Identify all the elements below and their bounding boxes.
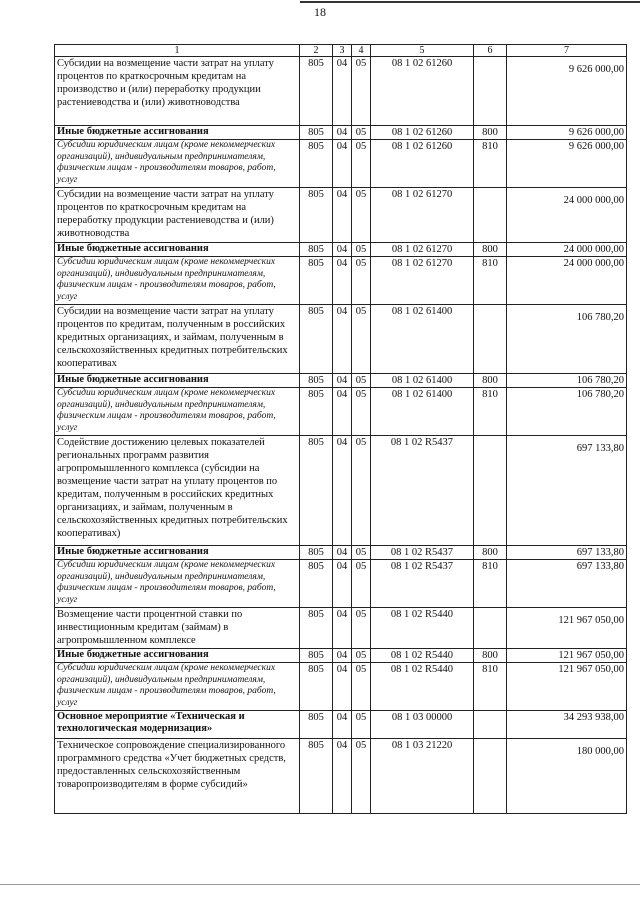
row-cell-c7: 24 000 000,00 xyxy=(507,188,627,243)
row-cell-c5: 08 1 02 61270 xyxy=(371,243,474,257)
row-cell-c7: 24 000 000,00 xyxy=(507,243,627,257)
column-header: 6 xyxy=(474,45,507,57)
table-row xyxy=(55,739,627,814)
row-cell-c7: 180 000,00 xyxy=(507,739,627,814)
row-cell-c2: 805 xyxy=(300,608,333,649)
row-cell-c7: 697 133,80 xyxy=(507,560,627,608)
row-cell-c4: 05 xyxy=(352,374,371,388)
table-row xyxy=(55,243,627,257)
row-cell-c4: 05 xyxy=(352,243,371,257)
row-cell-c5: 08 1 02 61270 xyxy=(371,188,474,243)
row-cell-c7: 34 293 938,00 xyxy=(507,711,627,739)
table-row xyxy=(55,663,627,711)
row-cell-c5: 08 1 03 00000 xyxy=(371,711,474,739)
row-cell-c5: 08 1 02 R5437 xyxy=(371,436,474,546)
row-cell-c6: 810 xyxy=(474,388,507,436)
table-row xyxy=(55,188,627,243)
table-row xyxy=(55,305,627,374)
row-cell-c7: 121 967 050,00 xyxy=(507,649,627,663)
row-cell-c4: 05 xyxy=(352,739,371,814)
row-cell-c2: 805 xyxy=(300,711,333,739)
row-name: Иные бюджетные ассигнования xyxy=(55,546,300,560)
row-cell-c3: 04 xyxy=(333,305,352,374)
row-cell-c6 xyxy=(474,711,507,739)
column-header: 4 xyxy=(352,45,371,57)
row-cell-c5: 08 1 02 61400 xyxy=(371,305,474,374)
row-cell-c6: 810 xyxy=(474,663,507,711)
row-cell-c4: 05 xyxy=(352,546,371,560)
table-row xyxy=(55,711,627,739)
row-name: Субсидии юридическим лицам (кроме некоммерческих организаций), индивидуальным предпринимателям, физическим лицам - производителям товаров, работ, услуг xyxy=(55,663,300,711)
row-cell-c5: 08 1 02 61400 xyxy=(371,374,474,388)
row-cell-c6: 800 xyxy=(474,546,507,560)
page-number: 18 xyxy=(314,5,326,19)
row-cell-c4: 05 xyxy=(352,305,371,374)
row-cell-c2: 805 xyxy=(300,188,333,243)
table-row xyxy=(55,560,627,608)
row-cell-c5: 08 1 02 61260 xyxy=(371,57,474,126)
row-name: Иные бюджетные ассигнования xyxy=(55,243,300,257)
top-rule xyxy=(300,1,640,3)
row-cell-c5: 08 1 02 R5437 xyxy=(371,546,474,560)
table-header-row xyxy=(55,45,627,57)
row-cell-c5: 08 1 02 61260 xyxy=(371,140,474,188)
row-cell-c7: 9 626 000,00 xyxy=(507,57,627,126)
row-cell-c6: 810 xyxy=(474,140,507,188)
bottom-rule xyxy=(0,884,640,885)
row-cell-c3: 04 xyxy=(333,739,352,814)
row-cell-c7: 9 626 000,00 xyxy=(507,126,627,140)
row-cell-c5: 08 1 02 61270 xyxy=(371,257,474,305)
table-row xyxy=(55,608,627,649)
row-cell-c4: 05 xyxy=(352,388,371,436)
row-cell-c4: 05 xyxy=(352,126,371,140)
row-name: Субсидии юридическим лицам (кроме некоммерческих организаций), индивидуальным предпринимателям, физическим лицам - производителям товаров, работ, услуг xyxy=(55,140,300,188)
table-row xyxy=(55,57,627,126)
row-cell-c5: 08 1 02 R5440 xyxy=(371,608,474,649)
row-cell-c6 xyxy=(474,305,507,374)
row-name: Содействие достижению целевых показателей региональных программ развития агропромышленного комплекса (субсидии на возмещение части затрат на уплату процентов по кредитам, полученным в российских кредитных организациях, и займам, полученным в сельскохозяйственных кредитных потребительских кооперативах) xyxy=(55,436,300,546)
row-cell-c2: 805 xyxy=(300,560,333,608)
row-cell-c6 xyxy=(474,57,507,126)
table-row xyxy=(55,374,627,388)
row-cell-c3: 04 xyxy=(333,560,352,608)
row-name: Возмещение части процентной ставки по инвестиционным кредитам (займам) в агропромышленном комплексе xyxy=(55,608,300,649)
row-cell-c5: 08 1 02 61260 xyxy=(371,126,474,140)
row-name: Субсидии на возмещение части затрат на уплату процентов по кредитам, полученным в российских кредитных организациях, и займам, полученным в сельскохозяйственных кредитных потребительских кооперативах xyxy=(55,305,300,374)
row-name: Субсидии юридическим лицам (кроме некоммерческих организаций), индивидуальным предпринимателям, физическим лицам - производителям товаров, работ, услуг xyxy=(55,560,300,608)
row-cell-c5: 08 1 03 21220 xyxy=(371,739,474,814)
table-row xyxy=(55,257,627,305)
row-cell-c2: 805 xyxy=(300,257,333,305)
row-cell-c6: 800 xyxy=(474,126,507,140)
row-cell-c2: 805 xyxy=(300,436,333,546)
row-name: Субсидии юридическим лицам (кроме некоммерческих организаций), индивидуальным предпринимателям, физическим лицам - производителям товаров, работ, услуг xyxy=(55,257,300,305)
budget-table xyxy=(54,44,627,814)
row-cell-c7: 106 780,20 xyxy=(507,388,627,436)
row-cell-c7: 9 626 000,00 xyxy=(507,140,627,188)
row-cell-c4: 05 xyxy=(352,608,371,649)
row-cell-c3: 04 xyxy=(333,436,352,546)
column-header: 5 xyxy=(371,45,474,57)
row-name: Основное мероприятие «Техническая и технологическая модернизация» xyxy=(55,711,300,739)
row-cell-c4: 05 xyxy=(352,436,371,546)
row-cell-c2: 805 xyxy=(300,739,333,814)
row-cell-c3: 04 xyxy=(333,188,352,243)
row-name: Иные бюджетные ассигнования xyxy=(55,374,300,388)
row-cell-c3: 04 xyxy=(333,374,352,388)
row-cell-c3: 04 xyxy=(333,608,352,649)
row-cell-c3: 04 xyxy=(333,243,352,257)
row-name: Иные бюджетные ассигнования xyxy=(55,126,300,140)
row-cell-c2: 805 xyxy=(300,649,333,663)
row-cell-c3: 04 xyxy=(333,663,352,711)
row-cell-c3: 04 xyxy=(333,126,352,140)
column-header: 2 xyxy=(300,45,333,57)
row-cell-c6 xyxy=(474,739,507,814)
row-name: Техническое сопровождение специализированного программного средства «Учет бюджетных средств, предоставленных сельскохозяйственным товаропроизводителям в форме субсидий» xyxy=(55,739,300,814)
column-header: 1 xyxy=(55,45,300,57)
table-row xyxy=(55,436,627,546)
row-cell-c3: 04 xyxy=(333,649,352,663)
table-row xyxy=(55,649,627,663)
row-cell-c5: 08 1 02 R5437 xyxy=(371,560,474,608)
row-cell-c3: 04 xyxy=(333,257,352,305)
row-cell-c5: 08 1 02 R5440 xyxy=(371,649,474,663)
row-cell-c2: 805 xyxy=(300,663,333,711)
row-cell-c6: 810 xyxy=(474,257,507,305)
row-cell-c2: 805 xyxy=(300,374,333,388)
row-cell-c2: 805 xyxy=(300,305,333,374)
row-cell-c4: 05 xyxy=(352,140,371,188)
row-name: Субсидии на возмещение части затрат на уплату процентов по краткосрочным кредитам на переработку продукции растениеводства и (или) животноводства xyxy=(55,188,300,243)
table-row xyxy=(55,140,627,188)
row-cell-c4: 05 xyxy=(352,57,371,126)
row-cell-c4: 05 xyxy=(352,188,371,243)
row-cell-c2: 805 xyxy=(300,243,333,257)
row-cell-c6: 800 xyxy=(474,243,507,257)
row-cell-c2: 805 xyxy=(300,388,333,436)
row-cell-c7: 24 000 000,00 xyxy=(507,257,627,305)
column-header: 3 xyxy=(333,45,352,57)
row-name: Субсидии на возмещение части затрат на уплату процентов по краткосрочным кредитам на производство и (или) переработку продукции растениеводства и (или) животноводства xyxy=(55,57,300,126)
row-cell-c2: 805 xyxy=(300,140,333,188)
row-cell-c4: 05 xyxy=(352,711,371,739)
row-cell-c4: 05 xyxy=(352,560,371,608)
row-cell-c4: 05 xyxy=(352,257,371,305)
row-cell-c4: 05 xyxy=(352,663,371,711)
row-cell-c5: 08 1 02 61400 xyxy=(371,388,474,436)
row-cell-c2: 805 xyxy=(300,126,333,140)
row-cell-c6 xyxy=(474,436,507,546)
row-cell-c3: 04 xyxy=(333,140,352,188)
row-name: Иные бюджетные ассигнования xyxy=(55,649,300,663)
row-cell-c3: 04 xyxy=(333,711,352,739)
row-cell-c3: 04 xyxy=(333,546,352,560)
column-header: 7 xyxy=(507,45,627,57)
table-row xyxy=(55,126,627,140)
table-row xyxy=(55,388,627,436)
row-cell-c2: 805 xyxy=(300,57,333,126)
row-cell-c7: 697 133,80 xyxy=(507,436,627,546)
row-cell-c7: 106 780,20 xyxy=(507,374,627,388)
row-cell-c3: 04 xyxy=(333,388,352,436)
row-cell-c7: 121 967 050,00 xyxy=(507,608,627,649)
row-cell-c6 xyxy=(474,188,507,243)
row-cell-c6 xyxy=(474,608,507,649)
row-cell-c7: 121 967 050,00 xyxy=(507,663,627,711)
row-name: Субсидии юридическим лицам (кроме некоммерческих организаций), индивидуальным предпринимателям, физическим лицам - производителям товаров, работ, услуг xyxy=(55,388,300,436)
row-cell-c3: 04 xyxy=(333,57,352,126)
row-cell-c6: 800 xyxy=(474,374,507,388)
row-cell-c2: 805 xyxy=(300,546,333,560)
row-cell-c7: 697 133,80 xyxy=(507,546,627,560)
table-row xyxy=(55,546,627,560)
row-cell-c7: 106 780,20 xyxy=(507,305,627,374)
row-cell-c5: 08 1 02 R5440 xyxy=(371,663,474,711)
row-cell-c4: 05 xyxy=(352,649,371,663)
row-cell-c6: 810 xyxy=(474,560,507,608)
row-cell-c6: 800 xyxy=(474,649,507,663)
